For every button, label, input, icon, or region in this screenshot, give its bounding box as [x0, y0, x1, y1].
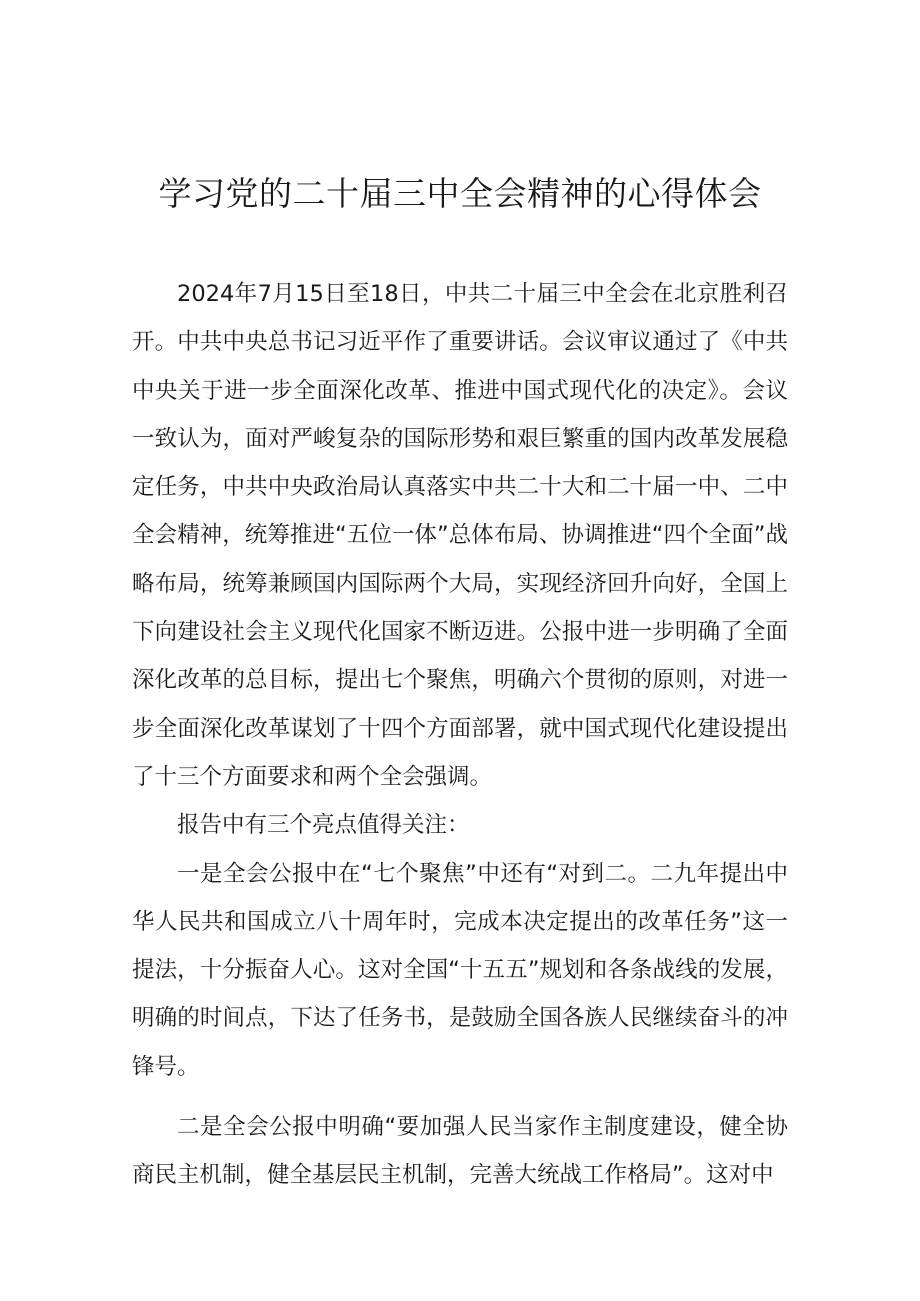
paragraph-highlight-two: 二是全会公报中明确“要加强人民当家作主制度建设，健全协商民主机制，健全基层民主机制，完善大统战工作格局”。这对中 — [132, 1114, 788, 1189]
paragraph-intro: 2024年7月15日至18日，中共二十届三中全会在北京胜利召开。中共中央总书记习近平作了重要讲话。会议审议通过了《中共中央关于进一步全面深化改革、推进中国式现代化的决定》。会议一致认为，面对严峻复杂的国际形势和艰巨繁重的国内改革发展稳定任务，中共中央政治局认真落实中共二十大和二十届一中、二中全会精神，统筹推进“五位一体”总体布局、协调推进“四个全面”战略布局，统筹兼顾国内国际两个大局，实现经济回升向好，全国上下向建设社会主义现代化国家不断迈进。公报中进一步明确了全面深化改革的总目标，提出七个聚焦，明确六个贯彻的原则，对进一步全面深化改革谋划了十四个方面部署，就中国式现代化建设提出了十三个方面要求和两个全会强调。 — [132, 281, 788, 790]
document-title: 学习党的二十届三中全会精神的心得体会 — [158, 174, 762, 213]
document-body — [132, 270, 788, 1200]
paragraph-highlights-lead: 报告中有三个亮点值得关注： — [177, 812, 470, 839]
paragraph-highlight-one: 一是全会公报中在“七个聚焦”中还有“对到二。二九年提出中华人民共和国成立八十周年时，完成本决定提出的改革任务”这一提法，十分振奋人心。这对全国“十五五”规划和各条战线的发展，明确的时间点，下达了任务书，是鼓励全国各族人民继续奋斗的冲锋号。 — [132, 860, 788, 1080]
